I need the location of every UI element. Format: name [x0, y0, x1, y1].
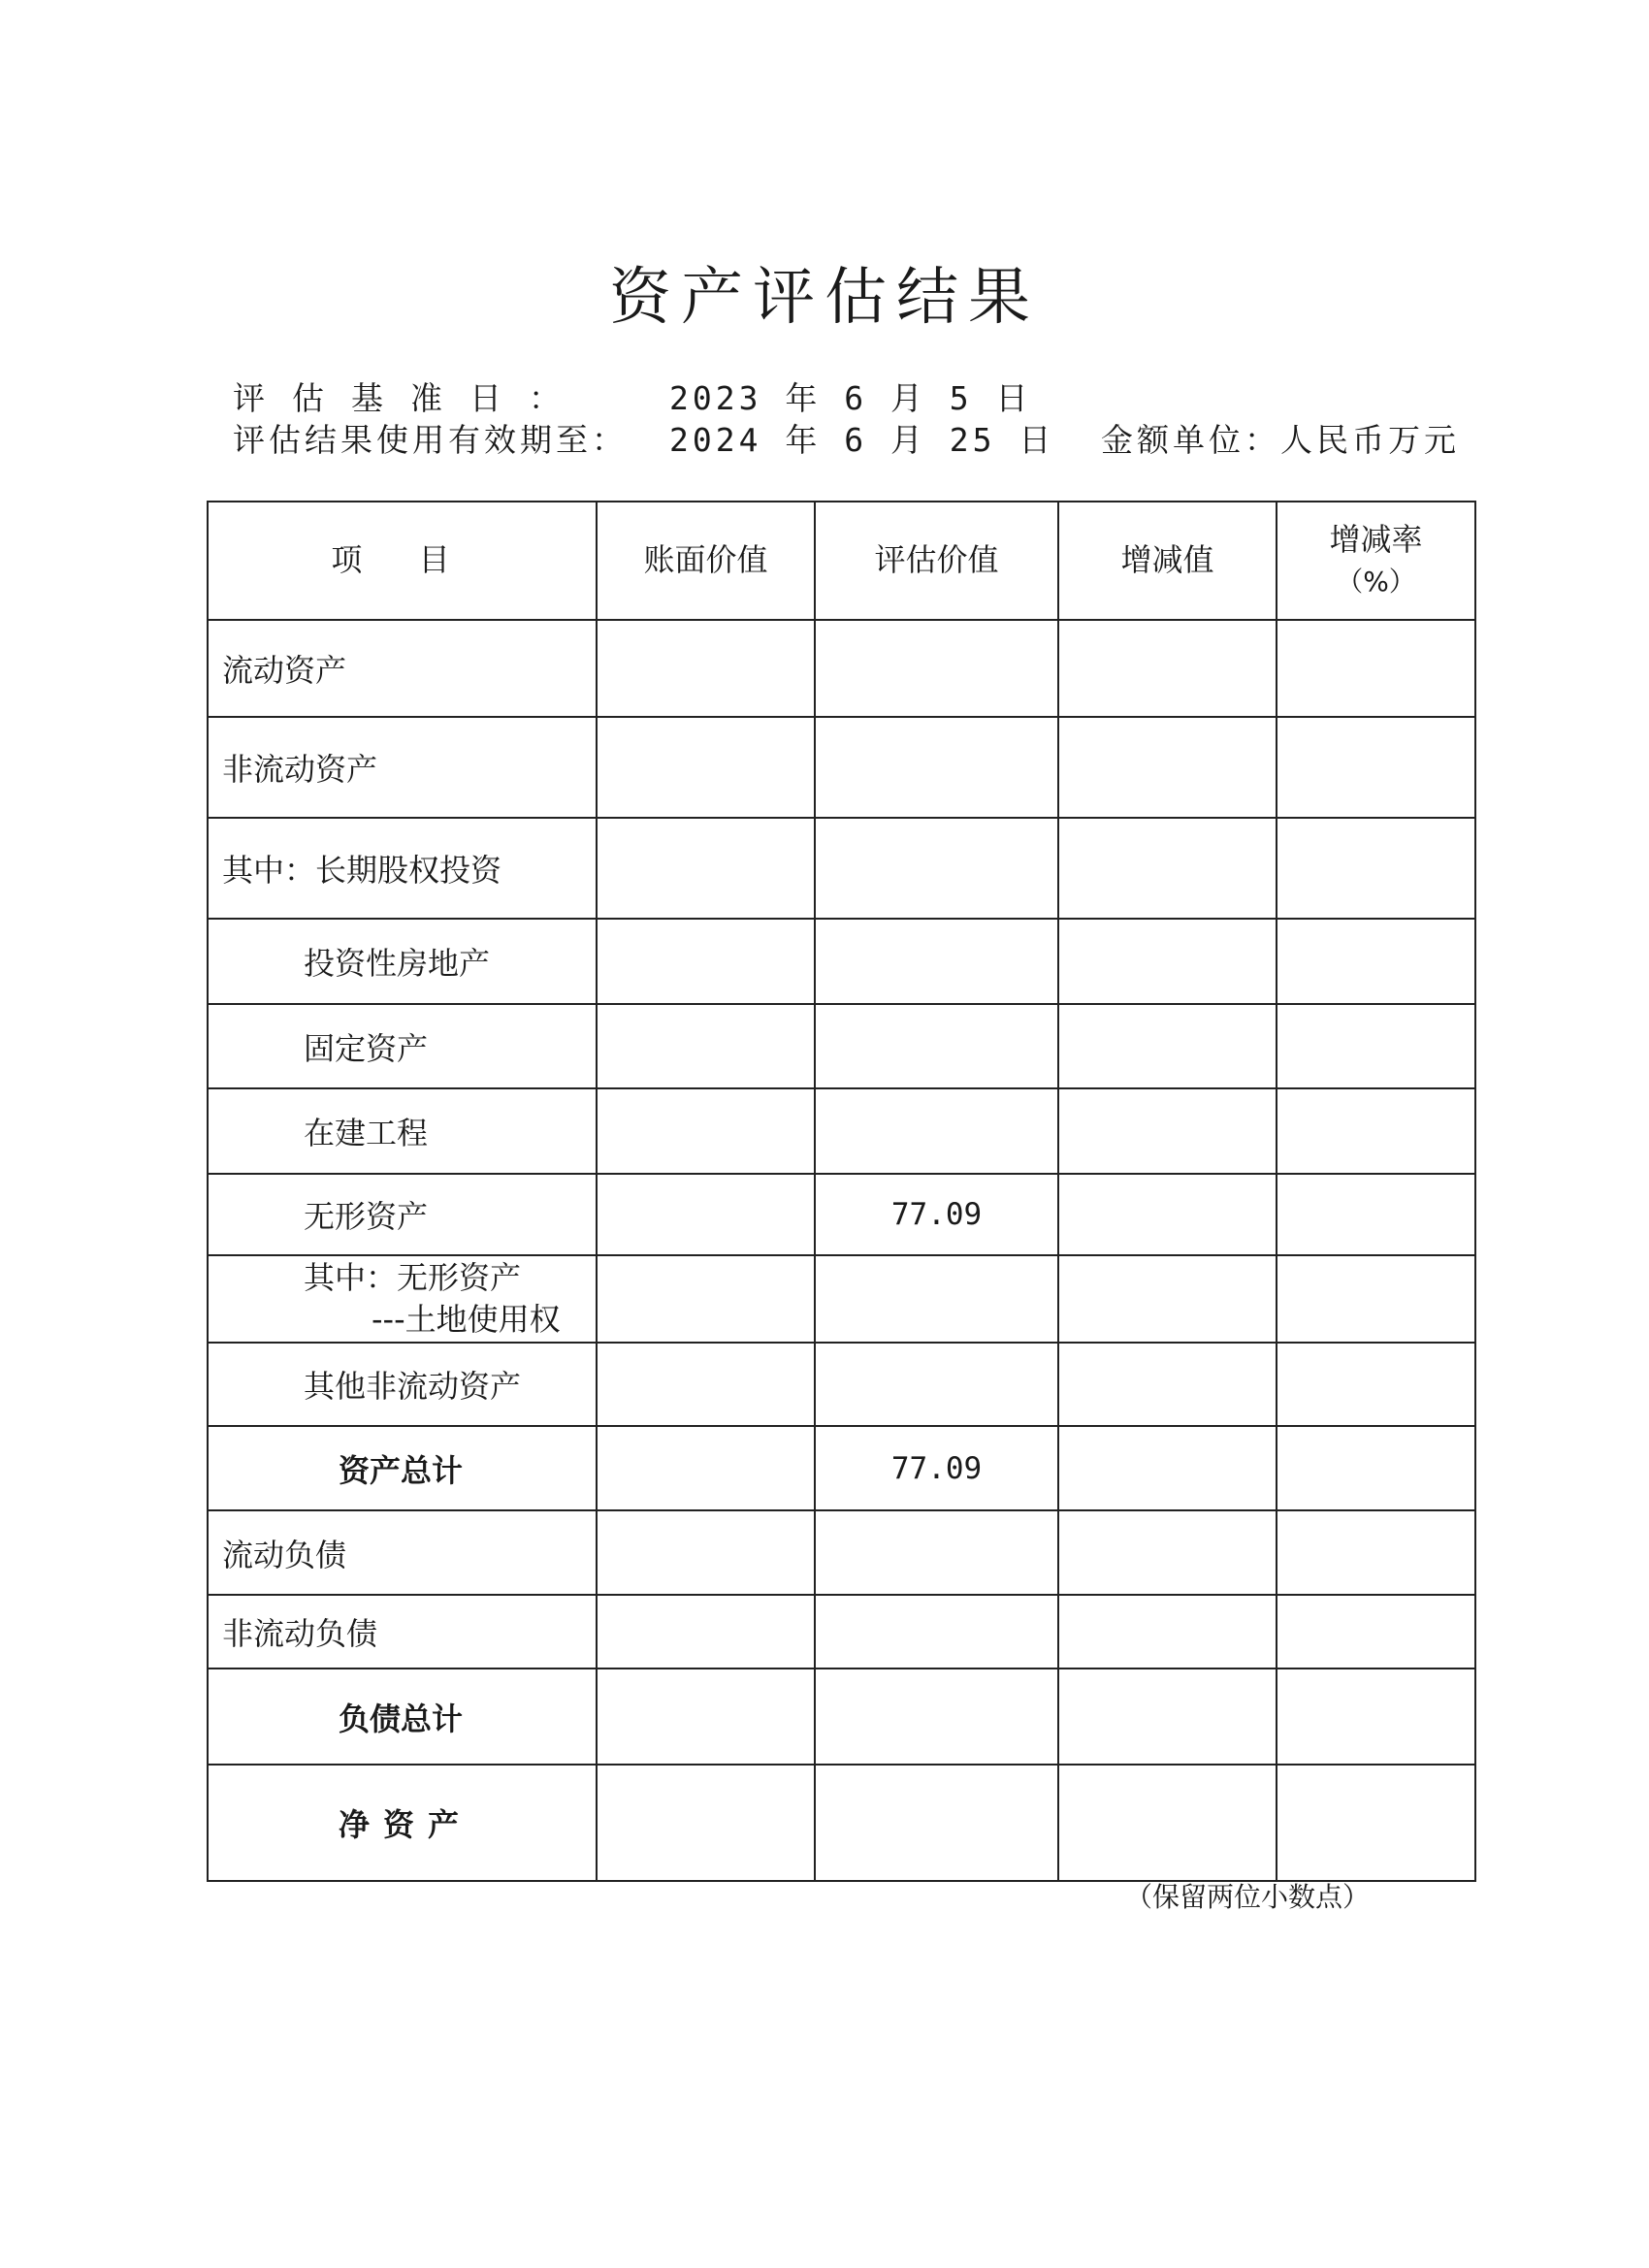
change-value-cell — [1058, 1510, 1277, 1595]
evaluated-value-cell — [815, 919, 1058, 1004]
table-row — [208, 1088, 1475, 1174]
book-value-cell — [597, 818, 815, 919]
change-value-cell — [1058, 1343, 1277, 1426]
change-value-cell — [1058, 1765, 1277, 1881]
change-rate-cell — [1277, 717, 1475, 818]
header-evaluated-value: 评估价值 — [815, 502, 1058, 620]
change-rate-cell — [1277, 1088, 1475, 1174]
change-value-cell — [1058, 1174, 1277, 1255]
change-rate-cell — [1277, 1426, 1475, 1510]
table-row — [208, 717, 1475, 818]
header-book-value: 账面价值 — [597, 502, 815, 620]
evaluated-value-cell — [815, 1510, 1058, 1595]
row-label: 负债总计 — [208, 1669, 597, 1765]
book-value-cell — [597, 717, 815, 818]
change-value-cell — [1058, 717, 1277, 818]
change-value-cell — [1058, 1426, 1277, 1510]
currency-unit: 金额单位：人民币万元 — [1101, 421, 1460, 459]
book-value-cell — [597, 1510, 815, 1595]
base-date-label: 评估基准日： — [233, 379, 588, 417]
evaluated-value-cell — [815, 1595, 1058, 1669]
table-row — [208, 1255, 1475, 1343]
book-value-cell — [597, 1669, 815, 1765]
row-label: 非流动负债 — [208, 1595, 597, 1669]
change-value-cell — [1058, 1669, 1277, 1765]
book-value-cell — [597, 620, 815, 717]
book-value-cell — [597, 1088, 815, 1174]
document-title: 资产评估结果 — [609, 262, 1040, 334]
header-change-value: 增减值 — [1058, 502, 1277, 620]
valid-until-label: 评估结果使用有效期至： — [233, 421, 628, 459]
valid-until-value: 2024 年 6 月 25 日 — [669, 421, 1055, 459]
evaluated-value-cell — [815, 818, 1058, 919]
change-rate-cell — [1277, 1669, 1475, 1765]
book-value-cell — [597, 1174, 815, 1255]
change-value-cell — [1058, 919, 1277, 1004]
row-label: 其他非流动资产 — [208, 1343, 597, 1426]
evaluated-value-cell — [815, 1255, 1058, 1343]
change-rate-cell — [1277, 818, 1475, 919]
header-item: 项 目 — [208, 502, 597, 620]
row-label: 其中：无形资产 ---土地使用权 — [208, 1255, 597, 1343]
table-row — [208, 818, 1475, 919]
row-label: 其中：长期股权投资 — [208, 818, 597, 919]
table-row — [208, 919, 1475, 1004]
change-rate-cell — [1277, 1174, 1475, 1255]
evaluated-value-cell — [815, 620, 1058, 717]
book-value-cell — [597, 1004, 815, 1088]
table-row — [208, 1669, 1475, 1765]
table-row — [208, 1343, 1475, 1426]
change-rate-cell — [1277, 1595, 1475, 1669]
table-row — [208, 1004, 1475, 1088]
row-label: 流动资产 — [208, 620, 597, 717]
change-value-cell — [1058, 620, 1277, 717]
change-value-cell — [1058, 1088, 1277, 1174]
table-row — [208, 620, 1475, 717]
book-value-cell — [597, 1595, 815, 1669]
book-value-cell — [597, 1765, 815, 1881]
change-rate-cell — [1277, 620, 1475, 717]
change-rate-cell — [1277, 1255, 1475, 1343]
evaluation-result-table — [207, 501, 1476, 1882]
evaluated-value-cell: 77.09 — [815, 1426, 1058, 1510]
row-label: 非流动资产 — [208, 717, 597, 818]
change-rate-cell — [1277, 1343, 1475, 1426]
header-change-rate: 增减率 （%） — [1277, 502, 1475, 620]
book-value-cell — [597, 1255, 815, 1343]
evaluated-value-cell — [815, 1088, 1058, 1174]
row-label: 在建工程 — [208, 1088, 597, 1174]
evaluated-value-cell — [815, 1343, 1058, 1426]
book-value-cell — [597, 1343, 815, 1426]
evaluated-value-cell — [815, 717, 1058, 818]
table-row — [208, 1765, 1475, 1881]
evaluated-value-cell — [815, 1669, 1058, 1765]
table-row — [208, 1595, 1475, 1669]
change-rate-cell — [1277, 1765, 1475, 1881]
change-rate-cell — [1277, 919, 1475, 1004]
change-rate-cell — [1277, 1510, 1475, 1595]
evaluated-value-cell — [815, 1004, 1058, 1088]
base-date-value: 2023 年 6 月 5 日 — [669, 379, 1032, 417]
table-row — [208, 1426, 1475, 1510]
decimal-note: （保留两位小数点） — [1125, 1881, 1371, 1913]
book-value-cell — [597, 919, 815, 1004]
change-value-cell — [1058, 818, 1277, 919]
change-value-cell — [1058, 1595, 1277, 1669]
row-label: 无形资产 — [208, 1174, 597, 1255]
row-label: 投资性房地产 — [208, 919, 597, 1004]
table-header-row — [208, 502, 1475, 620]
table-row — [208, 1174, 1475, 1255]
change-rate-cell — [1277, 1004, 1475, 1088]
table-row — [208, 1510, 1475, 1595]
book-value-cell — [597, 1426, 815, 1510]
change-value-cell — [1058, 1004, 1277, 1088]
row-label: 资产总计 — [208, 1426, 597, 1510]
row-label: 流动负债 — [208, 1510, 597, 1595]
evaluated-value-cell — [815, 1765, 1058, 1881]
row-label: 净资产 — [208, 1765, 597, 1881]
evaluated-value-cell: 77.09 — [815, 1174, 1058, 1255]
change-value-cell — [1058, 1255, 1277, 1343]
row-label: 固定资产 — [208, 1004, 597, 1088]
